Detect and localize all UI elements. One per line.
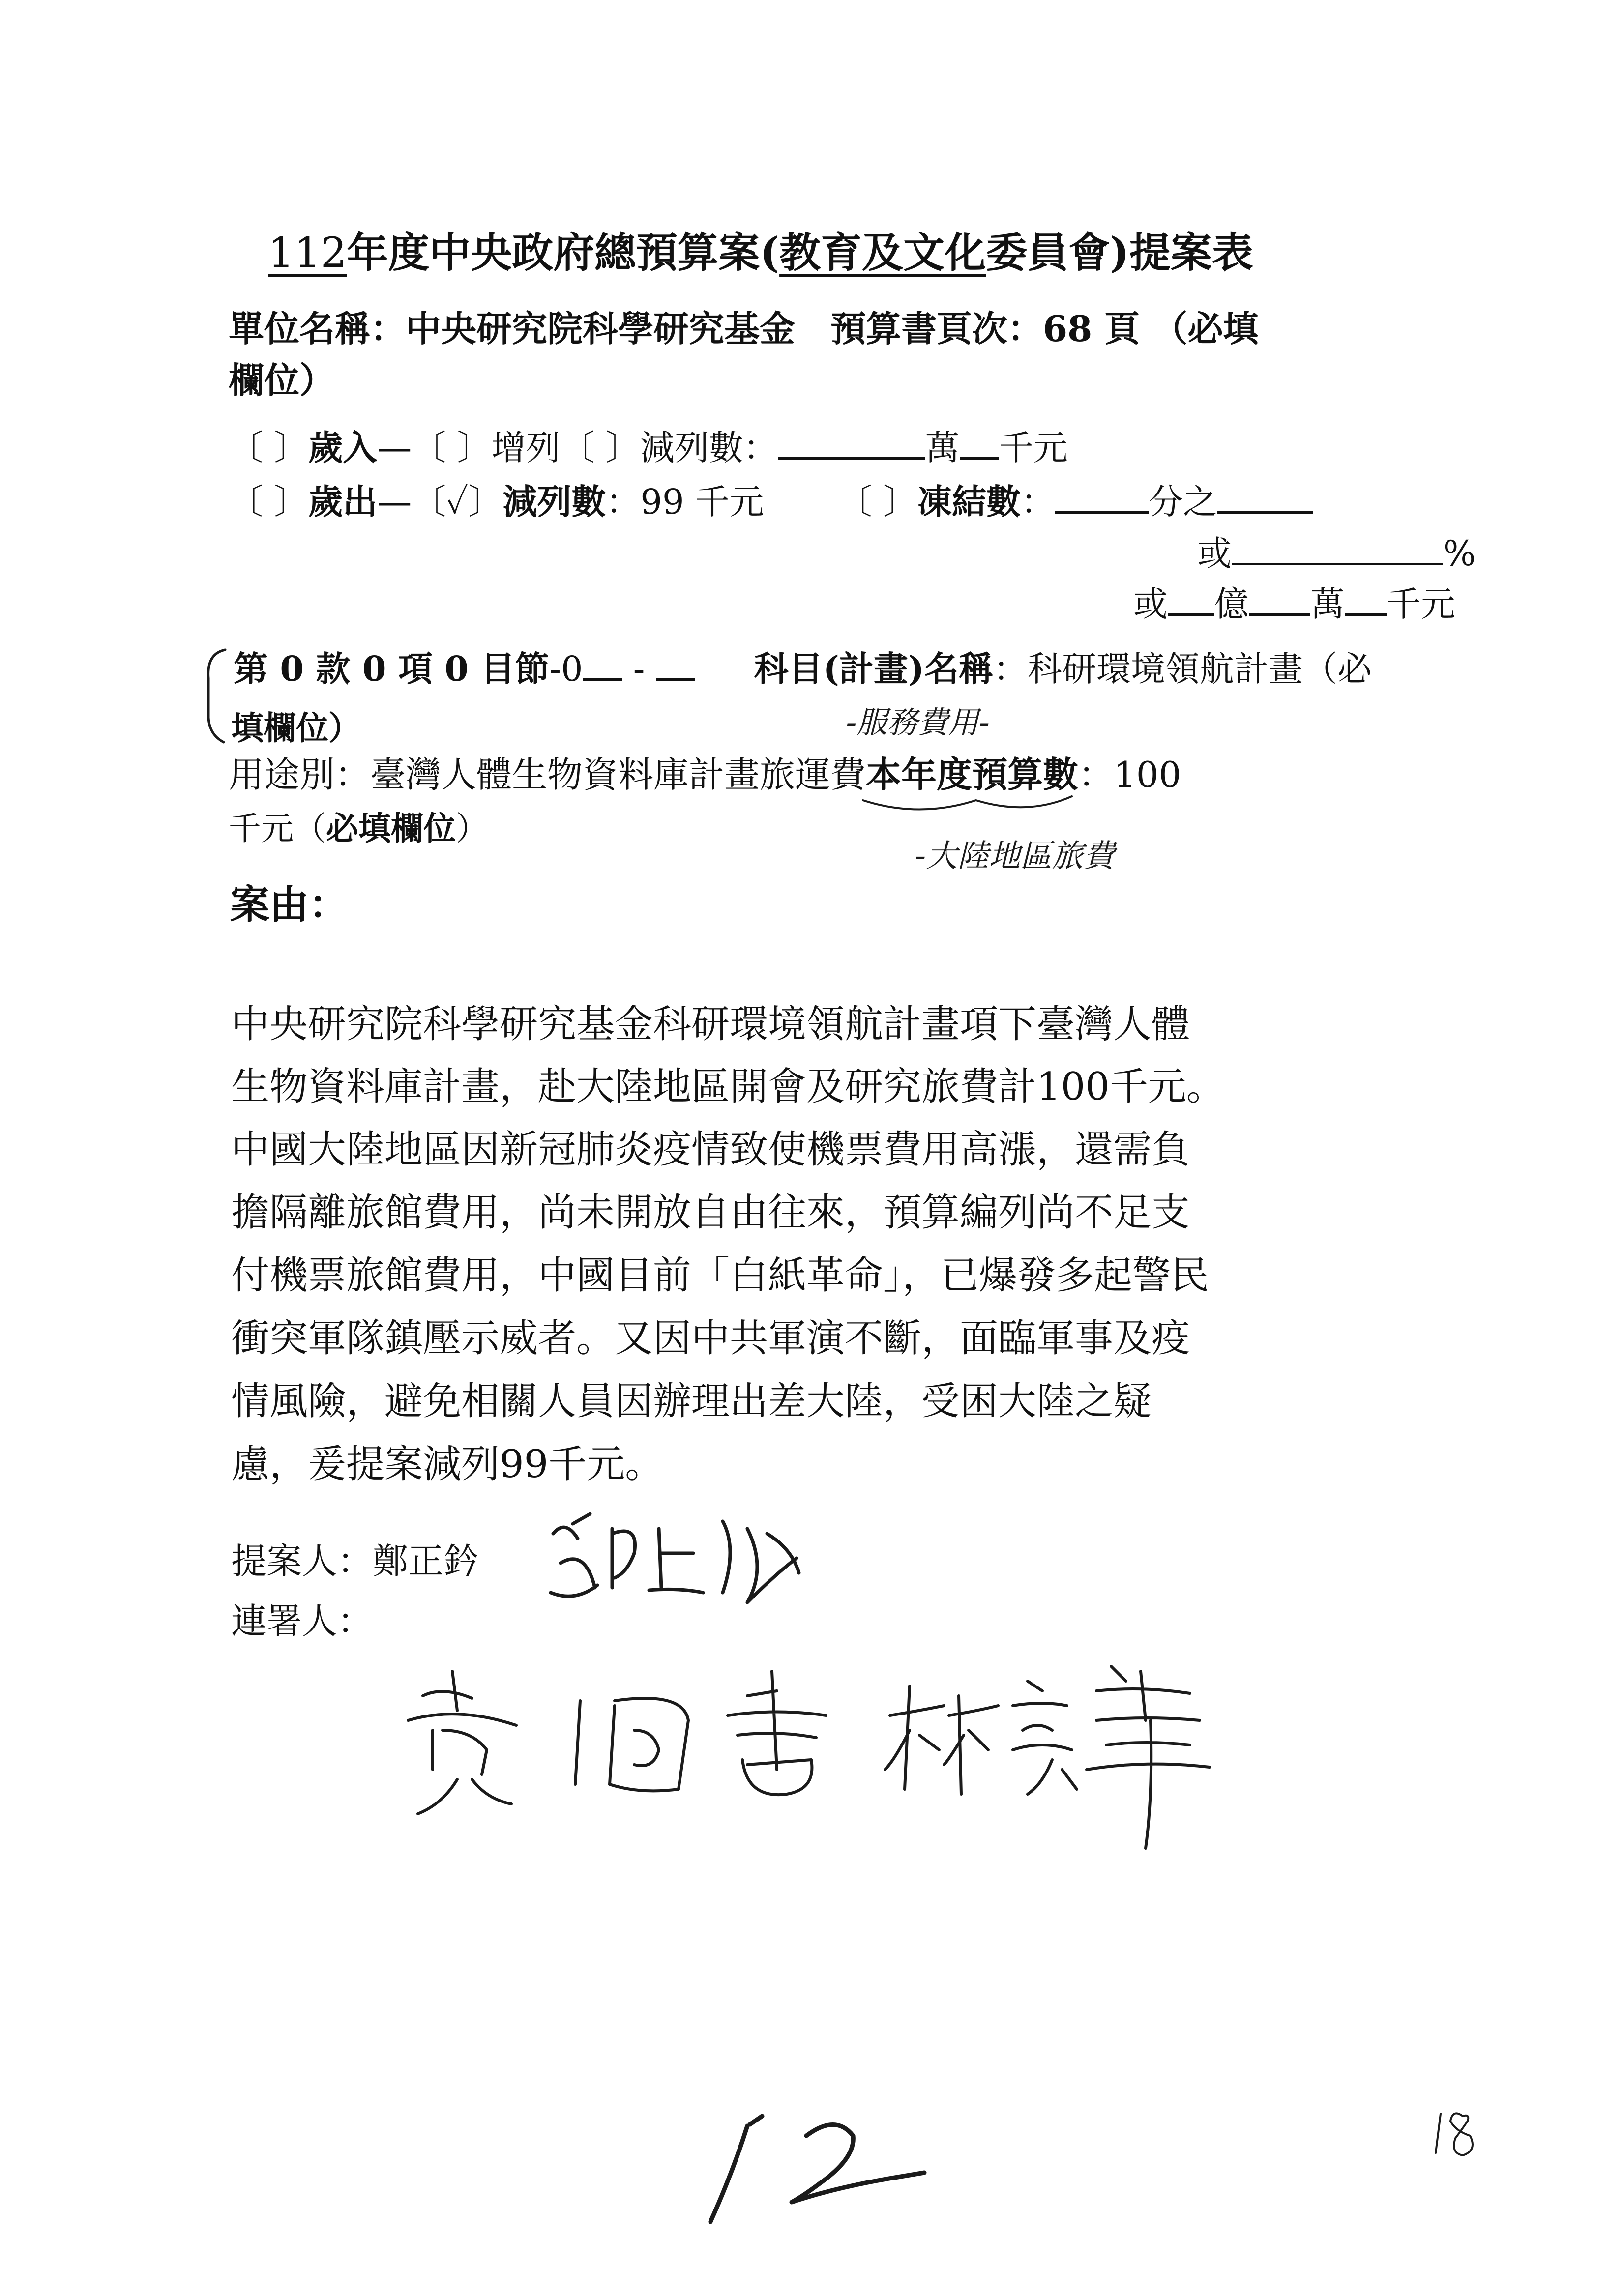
expense-label: 歲出 — [308, 481, 378, 522]
proposer-line: 提案人：鄭正鈐 — [231, 1540, 479, 1582]
document-title: 112年度中央政府總預算案(教育及文化委員會)提案表 — [268, 228, 1253, 277]
freeze-percent-line: 或 % — [1197, 533, 1476, 574]
item-line-1: 第 0 款 0 項 0 目節-0 - 科目(計畫)名稱：科研環境領航計畫（必 — [234, 648, 1372, 689]
budget-amount: ：100 — [1078, 754, 1181, 795]
bracket-ink — [208, 650, 225, 742]
reason-line: 生物資料庫計畫，赴大陸地區開會及研究旅費計100千元。 — [231, 1065, 1225, 1109]
revenue-amount-blank — [778, 429, 925, 460]
fiscal-year: 112 — [268, 229, 347, 277]
reason-line: 衝突軍隊鎮壓示威者。又因中共軍演不斷，面臨軍事及疫 — [231, 1316, 1190, 1361]
expense-line: 〔 〕歲出—〔✓〕減列數：99 千元 〔 〕凍結數： 分之 — [229, 483, 1313, 519]
handwritten-mainland-travel: -大陸地區旅費 — [915, 838, 1115, 874]
cosigner-signature-2-ink — [885, 1666, 1210, 1848]
reason-line: 中央研究院科學研究基金科研環境領航計畫項下臺灣人體 — [231, 1002, 1190, 1046]
handwritten-service-fee: -服務費用- — [846, 704, 990, 740]
proposer-name: 鄭正鈐 — [373, 1540, 479, 1582]
reason-line: 中國大陸地區因新冠肺炎疫情致使機票費用高漲，還需負 — [231, 1128, 1190, 1172]
decrease-checkbox: 〔✓〕 — [412, 482, 503, 522]
reason-line: 付機票旅館費用，中國目前「白紙革命」，已爆發多起警民 — [231, 1253, 1210, 1298]
arc-ink — [863, 796, 1072, 810]
reason-heading: 案由： — [230, 881, 348, 928]
reason-line: 情風險，避免相關人員因辦理出差大陸，受困大陸之疑 — [231, 1379, 1152, 1424]
purpose-line-2: 千元（必填欄位） — [229, 809, 488, 847]
revenue-label: 歲入 — [308, 427, 378, 468]
decrease-amount: ：99 千元 — [606, 482, 764, 522]
unit-line-1: 單位名稱：中央研究院科學研究基金 預算書頁次：68 頁 （必填 — [229, 308, 1259, 349]
cosigner-signature-1-ink — [408, 1671, 826, 1814]
revenue-line: 〔 〕歲入—〔 〕增列〔 〕減列數： 萬 千元 — [229, 427, 1068, 468]
freeze-amount-line: 或 億 萬 千元 — [1133, 584, 1455, 624]
item-line-2: 填欄位） — [231, 709, 361, 747]
cosigner-line: 連署人： — [231, 1600, 373, 1642]
proposer-signature-ink — [551, 1514, 799, 1602]
reason-line: 慮，爰提案減列99千元。 — [231, 1442, 664, 1486]
reason-line: 擔隔離旅館費用，尚未開放自由往來，預算編列尚不足支 — [231, 1191, 1190, 1235]
subject-name: ：科研環境領航計畫（必 — [993, 649, 1372, 689]
unit-line-2: 欄位） — [229, 359, 335, 401]
purpose-line-1: 用途別：臺灣人體生物資料庫計畫旅運費本年度預算數：100 — [229, 754, 1181, 795]
purpose-label: 用途別：臺灣人體生物資料庫計畫旅運費 — [229, 754, 866, 795]
committee-name: 教育及文化 — [779, 228, 986, 277]
